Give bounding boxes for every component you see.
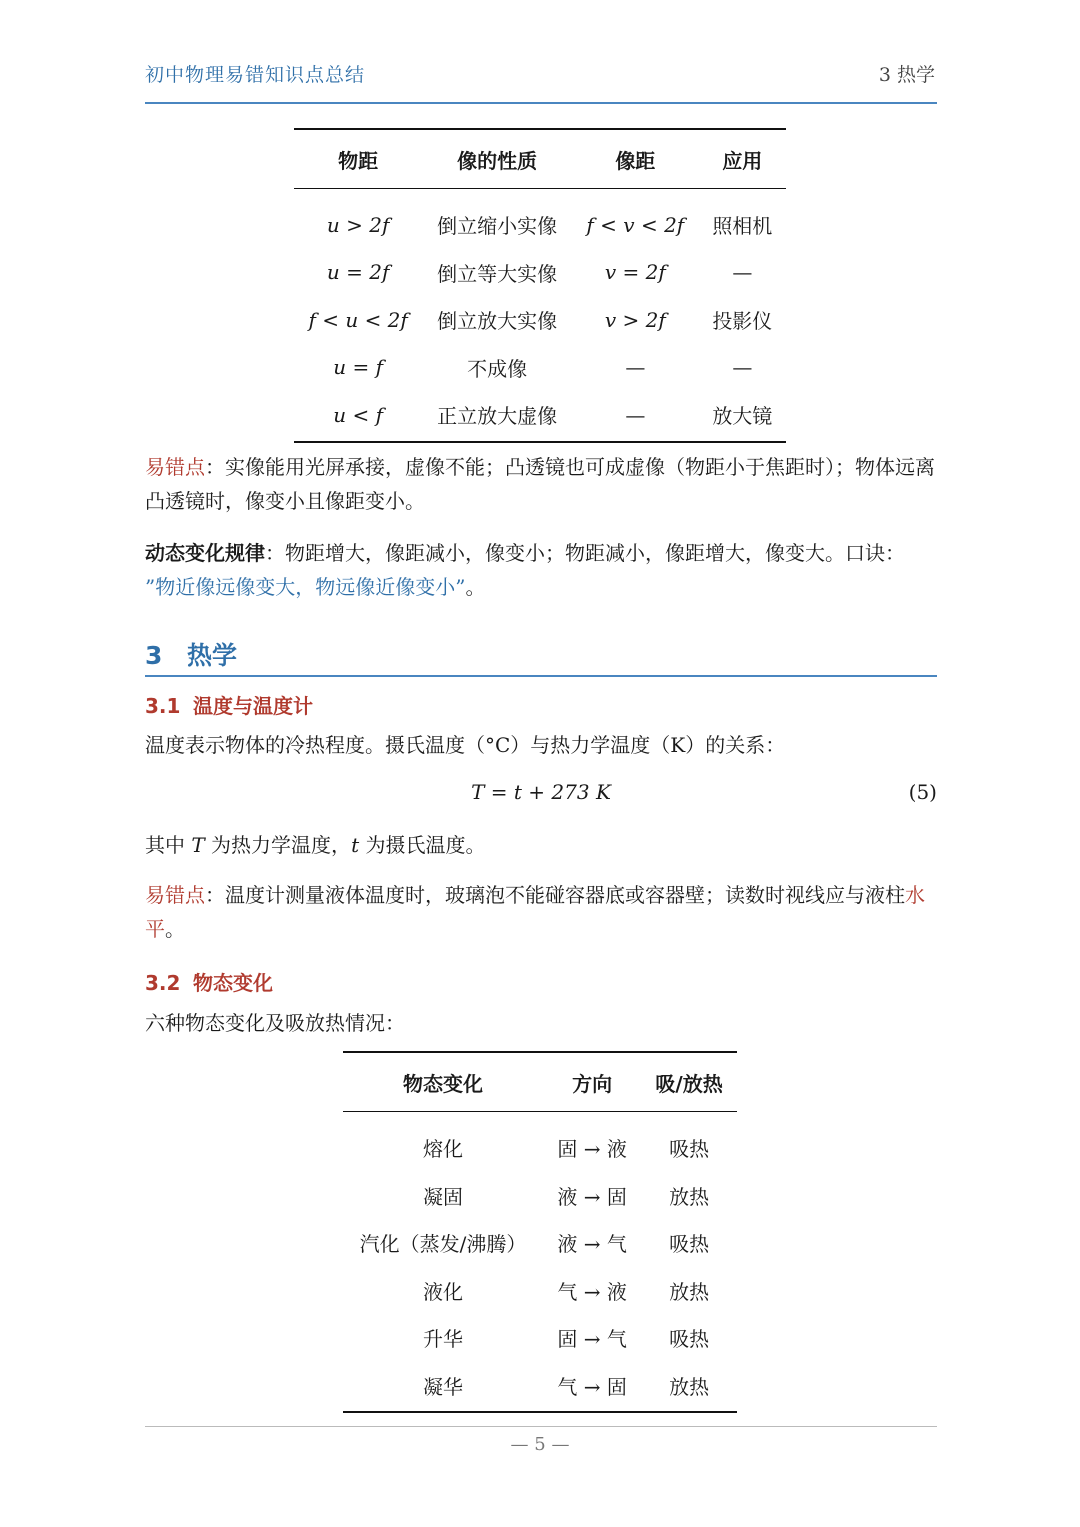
col-header-image-nature: 像的性质 xyxy=(457,148,538,173)
symbol-t: t xyxy=(351,833,360,857)
section-rule xyxy=(145,675,937,677)
section-title-thermal xyxy=(145,636,237,672)
temperature-intro: 温度表示物体的冷热程度。摄氏温度（°C）与热力学温度（K）的关系： xyxy=(145,733,786,757)
lens-imaging-table xyxy=(294,128,786,443)
cell-object-distance: f < u < 2f xyxy=(308,307,408,332)
cell-direction: 固 → 气 xyxy=(557,1327,627,1352)
table-row xyxy=(343,1112,737,1172)
cell-heat: 放热 xyxy=(669,1374,710,1399)
cell-application: — xyxy=(732,260,753,285)
rule-text: ：物距增大，像距减小，像变小；物距减小，像距增大，像变大。口诀： xyxy=(265,541,905,565)
mnemonic-quote: ”物近像远像变大，物远像近像变小” xyxy=(145,575,466,599)
cell-state-change: 汽化（蒸发/沸腾） xyxy=(359,1232,527,1257)
col-header-image-distance: 像距 xyxy=(615,148,656,173)
section-title-text: 热学 xyxy=(187,641,238,670)
cell-state-change: 液化 xyxy=(423,1279,464,1304)
cell-state-change: 凝固 xyxy=(423,1184,464,1209)
dynamic-rule-note xyxy=(145,536,937,604)
equation-5 xyxy=(145,780,937,814)
cell-application: 投影仪 xyxy=(712,309,773,334)
symbol-T: T xyxy=(191,833,205,857)
subsection-title-text: 物态变化 xyxy=(193,971,273,995)
cell-direction: 液 → 气 xyxy=(557,1232,627,1257)
section-number: 3 xyxy=(145,641,163,670)
cell-image-nature: 倒立放大实像 xyxy=(437,309,558,334)
table-row xyxy=(294,296,786,344)
cell-direction: 液 → 固 xyxy=(557,1184,627,1209)
rule-label: 动态变化规律 xyxy=(145,541,265,565)
col-header-object-distance: 物距 xyxy=(338,148,379,173)
table-row xyxy=(294,391,786,442)
cell-direction: 气 → 液 xyxy=(557,1279,627,1304)
note-emphasis: 水平 xyxy=(145,883,925,941)
subsection-title-temperature xyxy=(145,690,313,719)
table-row xyxy=(343,1314,737,1362)
state-change-intro: 六种物态变化及吸放热情况： xyxy=(145,1011,405,1035)
cell-heat: 吸热 xyxy=(669,1327,710,1352)
col-header-application: 应用 xyxy=(722,148,763,173)
cell-application: 放大镜 xyxy=(712,404,773,429)
cell-application: — xyxy=(732,355,753,380)
note-text: ：温度计测量液体温度时，玻璃泡不能碰容器底或容器壁；读数时视线应与液柱 xyxy=(205,883,905,907)
subsection-title-text: 温度与温度计 xyxy=(193,694,313,718)
col-header-heat: 吸/放热 xyxy=(655,1071,723,1096)
page-number: — 5 — xyxy=(510,1434,570,1455)
cell-image-nature: 不成像 xyxy=(467,356,528,381)
cell-image-distance: — xyxy=(625,402,646,427)
cell-heat: 放热 xyxy=(669,1184,710,1209)
cell-object-distance: u < f xyxy=(333,402,384,427)
cell-direction: 固 → 液 xyxy=(557,1137,627,1162)
cell-heat: 放热 xyxy=(669,1279,710,1304)
common-mistake-note-lens xyxy=(145,450,937,518)
table-row xyxy=(294,189,786,249)
cell-image-nature: 正立放大虚像 xyxy=(437,404,558,429)
col-header-state-change: 物态变化 xyxy=(403,1071,484,1096)
note-label: 易错点 xyxy=(145,455,205,479)
note-text: ：实像能用光屏承接，虚像不能；凸透镜也可成虚像（物距小于焦距时）；物体远离凸透镜时，像变小且像距变小。 xyxy=(145,455,935,513)
explain-pre: 其中 xyxy=(145,833,192,857)
explain-mid: 为热力学温度， xyxy=(204,833,352,857)
equation-formula: T = t + 273 K xyxy=(471,780,611,804)
subsection-number: 3.2 xyxy=(145,971,181,995)
cell-image-distance: f < v < 2f xyxy=(586,212,685,237)
explain-post: 为摄氏温度。 xyxy=(359,833,486,857)
state-change-table xyxy=(343,1051,737,1413)
cell-state-change: 熔化 xyxy=(423,1137,464,1162)
cell-application: 照相机 xyxy=(712,214,773,239)
cell-heat: 吸热 xyxy=(669,1137,710,1162)
cell-image-nature: 倒立等大实像 xyxy=(437,261,558,286)
running-header-title: 初中物理易错知识点总结 xyxy=(145,64,366,86)
table-row xyxy=(294,249,786,297)
cell-object-distance: u = f xyxy=(333,355,384,380)
table-row xyxy=(343,1219,737,1267)
subsection-title-state-change xyxy=(145,967,273,996)
col-header-direction: 方向 xyxy=(572,1071,613,1096)
table-row xyxy=(343,1172,737,1220)
cell-image-distance: — xyxy=(625,355,646,380)
header-rule xyxy=(145,102,937,104)
cell-object-distance: u = 2f xyxy=(326,260,390,285)
cell-state-change: 凝华 xyxy=(423,1374,464,1399)
note-label: 易错点 xyxy=(145,883,205,907)
cell-direction: 气 → 固 xyxy=(557,1374,627,1399)
equation-number: (5) xyxy=(908,780,937,804)
table-row xyxy=(343,1362,737,1413)
cell-state-change: 升华 xyxy=(423,1327,464,1352)
table-row xyxy=(343,1267,737,1315)
cell-image-nature: 倒立缩小实像 xyxy=(437,214,558,239)
rule-end: 。 xyxy=(465,575,486,599)
table-row xyxy=(294,344,786,392)
subsection-number: 3.1 xyxy=(145,694,181,718)
table-header-row xyxy=(343,1052,737,1112)
cell-image-distance: v = 2f xyxy=(604,260,666,285)
equation-explanation xyxy=(145,828,937,862)
cell-object-distance: u > 2f xyxy=(326,212,390,237)
common-mistake-note-thermometer xyxy=(145,878,937,946)
cell-heat: 吸热 xyxy=(669,1232,710,1257)
cell-image-distance: v > 2f xyxy=(604,307,666,332)
footer-rule xyxy=(145,1426,937,1427)
note-end: 。 xyxy=(165,917,185,941)
running-header-section: 3 热学 xyxy=(878,64,935,86)
table-header-row xyxy=(294,129,786,189)
